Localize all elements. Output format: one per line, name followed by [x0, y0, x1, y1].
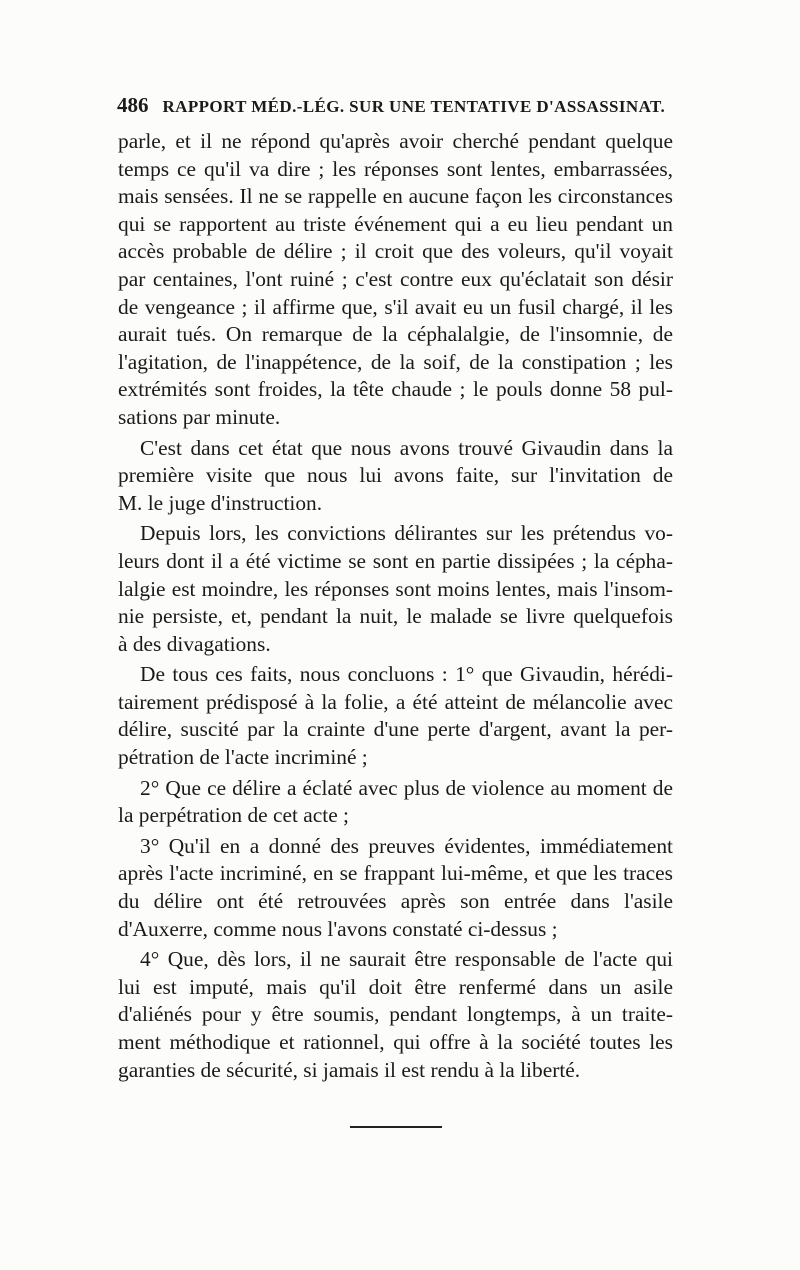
- text-line: tairement prédisposé à la folie, a été atteint de mélancolie avec: [118, 689, 673, 714]
- running-title: RAPPORT MÉD.-LÉG. SUR UNE TENTATIVE D'ASSASSINAT.: [162, 97, 666, 116]
- text-line: après l'acte incriminé, en se frappant lui-même, et que les traces: [118, 861, 673, 886]
- text-line: temps ce qu'il va dire ; les réponses sont lentes, embarrassées,: [118, 156, 673, 181]
- text-line: accès probable de délire ; il croit que des voleurs, qu'il voyait: [118, 239, 673, 264]
- text-line: lui est imputé, mais qu'il doit être renfermé dans un asile: [118, 974, 673, 999]
- text-line: 4° Que, dès lors, il ne saurait être responsable de l'acte qui: [140, 947, 673, 972]
- text-line: M. le juge d'instruction.: [118, 490, 323, 515]
- text-line: extrémités sont froides, la tête chaude ; le pouls donne 58 pul-: [118, 377, 673, 402]
- text-line: 2° Que ce délire a éclaté avec plus de violence au moment de: [140, 775, 673, 800]
- text-line: pétration de l'acte incriminé ;: [118, 745, 368, 770]
- text-line: d'aliénés pour y être soumis, pendant longtemps, à un traite-: [118, 1002, 673, 1027]
- text-line: d'Auxerre, comme nous l'avons constaté ci-dessus ;: [118, 916, 558, 941]
- text-line: mais sensées. Il ne se rappelle en aucune façon les circonstances: [118, 184, 673, 209]
- text-line: première visite que nous lui avons faite, sur l'invitation de: [118, 463, 673, 488]
- paragraph-5: [118, 775, 673, 830]
- text-line: nie persiste, et, pendant la nuit, le malade se livre quelquefois: [118, 604, 673, 629]
- text-line: l'agitation, de l'inappétence, de la soif, de la constipation ; les: [118, 349, 673, 374]
- text-line: ment méthodique et rationnel, qui offre à la société toutes les: [118, 1030, 673, 1054]
- text-line: Depuis lors, les convictions délirantes sur les prétendus vo-: [140, 521, 673, 546]
- text-line: de vengeance ; il affirme que, s'il avait eu un fusil chargé, il les: [118, 294, 673, 319]
- text-line: 3° Qu'il en a donné des preuves évidentes, immédiatement: [140, 833, 673, 858]
- text-line: C'est dans cet état que nous avons trouvé Givaudin dans la: [140, 435, 673, 460]
- body-text: [118, 128, 673, 1084]
- closing-rule: [350, 1126, 442, 1128]
- paragraph-6: [118, 833, 673, 943]
- text-line: De tous ces faits, nous concluons : 1° que Givaudin, hérédi-: [140, 662, 673, 687]
- text-line: garanties de sécurité, si jamais il est rendu à la liberté.: [118, 1057, 581, 1082]
- text-line: qui se rapportent au triste événement qui a eu lieu pendant un: [118, 211, 673, 236]
- page-header: [117, 93, 672, 119]
- text-line: parle, et il ne répond qu'après avoir cherché pendant quelque: [118, 129, 673, 153]
- text-line: lalgie est moindre, les réponses sont moins lentes, mais l'insom-: [118, 576, 673, 601]
- paragraph-7: [118, 946, 673, 1084]
- text-line: aurait tués. On remarque de la céphalalgie, de l'insomnie, de: [118, 322, 673, 347]
- text-line: à des divagations.: [118, 631, 271, 656]
- paragraph-3: [118, 520, 673, 658]
- text-line: du délire ont été retrouvées après son entrée dans l'asile: [118, 889, 673, 914]
- text-line: la perpétration de cet acte ;: [118, 803, 350, 828]
- text-line: délire, suscité par la crainte d'une perte d'argent, avant la per-: [118, 717, 673, 742]
- paragraph-1: [118, 128, 673, 432]
- paragraph-2: [118, 435, 673, 518]
- paragraph-4: [118, 661, 673, 771]
- page-number: 486: [117, 93, 149, 117]
- text-line: leurs dont il a été victime se sont en partie dissipées ; la cépha-: [118, 548, 673, 573]
- text-line: sations par minute.: [118, 404, 281, 429]
- text-line: par centaines, l'ont ruiné ; c'est contre eux qu'éclatait son désir: [118, 266, 673, 291]
